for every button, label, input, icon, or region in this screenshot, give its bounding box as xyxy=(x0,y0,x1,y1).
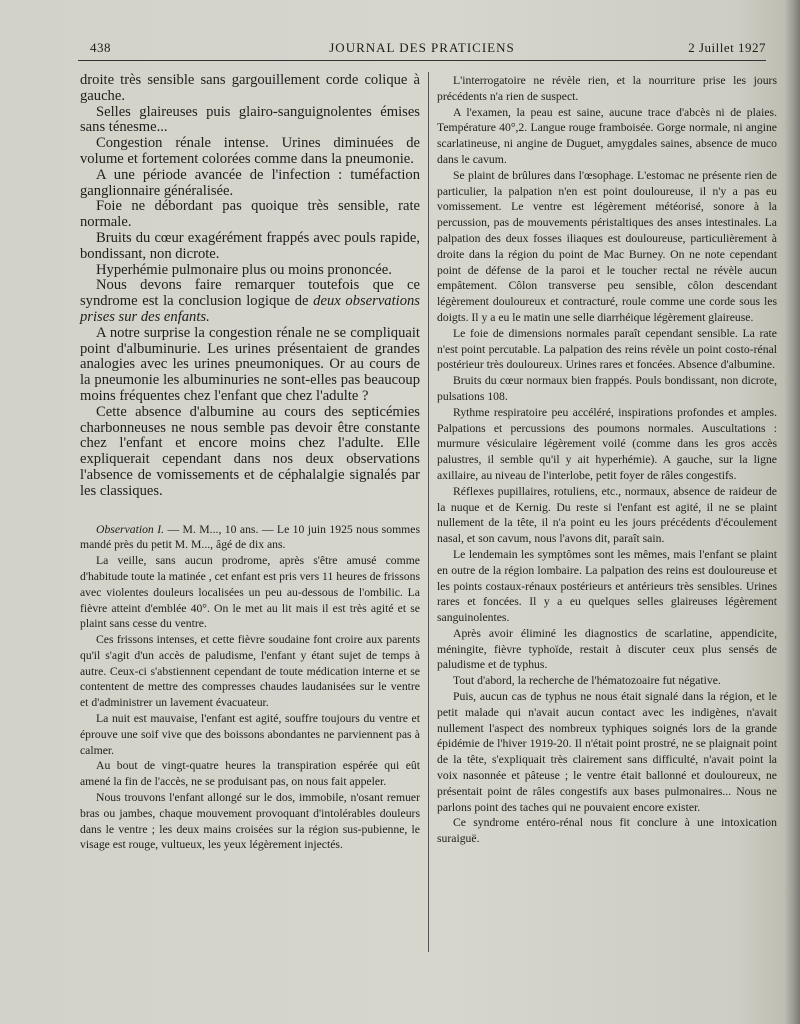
paragraph: Le foie de dimensions normales paraît cependant sensible. La rate n'est point percutable. La palpation des reins révèle un point costo-rénal postérieur très douloureux. Urines rares et foncées. Absence d'albumine. xyxy=(437,326,777,372)
observation-section xyxy=(80,522,420,854)
paragraph: Tout d'abord, la recherche de l'hématozoaire fut négative. xyxy=(453,674,721,688)
paragraph xyxy=(80,278,420,325)
running-head xyxy=(78,38,766,60)
observation-label: Observation I. xyxy=(96,522,165,536)
paragraph: Bruits du cœur exagérément frappés avec pouls rapide, bondissant, non dicrote. xyxy=(80,229,420,262)
paragraph: droite très sensible sans gargouillement corde colique à gauche. xyxy=(80,72,420,104)
paragraph: Nous trouvons l'enfant allongé sur le dos, immobile, n'osant remuer bras ou jambes, chaque mouvement provoquant d'intolérables douleurs dans le ventre ; les deux mains croisées sur la région sus-pubienne, le visage est rouge, vultueux, les yeux légèrement injectés. xyxy=(80,791,420,852)
column-divider xyxy=(428,72,429,952)
header-rule xyxy=(78,60,766,61)
page-number: 438 xyxy=(90,40,111,55)
paragraph: Réflexes pupillaires, rotuliens, etc., normaux, absence de raideur de la nuque et de Kernig. Du reste si l'enfant est agité, il ne se plaint nullement de la tête, il n'a point eu les jours précédents d'écoulement nasal, et son cavum, nous l'avons dit, paraît sain. xyxy=(437,484,777,546)
page-gutter-shadow xyxy=(784,0,800,1024)
issue-date: 2 Juillet 1927 xyxy=(688,40,766,55)
left-large-text xyxy=(80,73,420,500)
paragraph: A notre surprise la congestion rénale ne se compliquait point d'albuminurie. Les urines présentaient de grandes analogies avec les urines pneumoniques. Or au cours de la pneumonie les albuminuries ne sont-elles pas beaucoup moins fréquentes chez l'enfant que chez l'adulte ? xyxy=(80,324,420,404)
paragraph: Bruits du cœur normaux bien frappés. Pouls bondissant, non dicrote, pulsations 108. xyxy=(437,374,777,403)
paragraph: Au bout de vingt-quatre heures la transpiration espérée qui eût amené la fin de l'accès, ne se produisant pas, on nous fait appeler. xyxy=(80,759,420,789)
paragraph: A une période avancée de l'infection : tuméfaction ganglionnaire généralisée. xyxy=(80,166,420,199)
paragraph: La veille, sans aucun prodrome, après s'être amusé comme d'habitude toute la matinée , cet enfant est pris vers 11 heures de frissons avec violentes douleurs localisées un peu au-dessous de l'ombilic. La fièvre atteint d'emblée 40°. On le met au lit mais il est très agité et se plaint sans cesse du ventre. xyxy=(80,554,420,631)
paragraph: Foie ne débordant pas quoique très sensible, rate normale. xyxy=(80,198,420,231)
paragraph: Ce syndrome entéro-rénal nous fit conclure à une intoxication suraiguë. xyxy=(437,816,777,846)
observation-heading xyxy=(80,522,420,554)
paragraph: Cette absence d'albumine au cours des septicémies charbonneuses ne nous semble pas devoir être constante chez l'enfant et encore moins chez l'adulte. Elle expliquerait cependant dans nos deux observations l'absence de vomissements et de céphalalgie signalés par les classiques. xyxy=(80,403,420,499)
paragraph: Se plaint de brûlures dans l'œsophage. L'estomac ne présente rien de particulier, la palpation n'en est point douloureuse, il n'y a pas eu vomissement. Le ventre est légèrement météorisé, sonore à la percussion, pas de mouvements péristaltiques des anses intestinales. La palpation des deux fosses iliaques est douloureuse, particulièrement à droite dans la région du point de Mac Burney. On ne note cependant point de défense de la paroi et le toucher rectal ne révèle aucun empâtement. Côlon transverse peu sensible, côlon descendant légèrement douloureux et contracturé, roule comme une corde sous les doigts. Il y a eu le matin une selle diarrhéique légèrement glaireuse. xyxy=(437,168,777,324)
observation-intro: — M. M..., 10 ans. — Le 10 juin 1925 nous sommes mandé près du petit M. M..., âgé de dix ans. xyxy=(80,522,420,552)
italic-phrase: deux observations prises sur des enfants. xyxy=(80,293,420,325)
paragraph: Rythme respiratoire peu accéléré, inspirations profondes et amples. Palpations et percussions des poumons normales. Auscultations : murmure vésiculaire légèrement voilé (comme dans les gros accès palustres, il semble qu'il y ait hyperhémie). A gauche, sur la ligne axillaire, au niveau de l'interlobe, petit foyer de râles congestifs. xyxy=(437,405,777,482)
paragraph: L'interrogatoire ne révèle rien, et la nourriture prise les jours précédents n'a rien de suspect. xyxy=(437,74,777,103)
paragraph-text: Nous devons faire remarquer toutefois que ce syndrome est la conclusion logique de xyxy=(80,277,420,310)
paragraph: Hyperhémie pulmonaire plus ou moins prononcée. xyxy=(96,261,392,278)
paragraph: Puis, aucun cas de typhus ne nous était signalé dans la région, et le petit malade qui n'avait aucun contact avec les indigènes, n'avait nullement l'aspect des nombreux typhiques soignés lors de la grande épidémie de l'hiver 1919-20. Il n'était point prostré, ne se plaignait point de la tête, s'expliquait très clairement sans difficulté, n'avait point la voix nasonnée et pâteuse ; le ventre était ballonné et douloureux, ne présentait point de râles congestifs aux bases pulmonaires... Nous ne parlons point des taches qui ne pouvaient encore exister. xyxy=(437,690,777,814)
left-column xyxy=(80,73,420,853)
right-column xyxy=(437,73,777,847)
paragraph: La nuit est mauvaise, l'enfant est agité, souffre toujours du ventre et éprouve une soif vive que des boissons abondantes ne parviennent pas à calmer. xyxy=(80,712,420,757)
section-gap xyxy=(80,500,420,522)
paragraph: Selles glaireuses puis glairo-sanguignolentes émises sans ténesme... xyxy=(80,103,420,136)
paragraph: Le lendemain les symptômes sont les mêmes, mais l'enfant se plaint en outre de la région lombaire. La palpation des reins est douloureuse et les points costaux-rénaux postérieurs et antérieurs très sensibles. Urines rares et foncées. Il y a eu quelques selles glaireuses légèrement sanguinolentes. xyxy=(437,547,777,625)
paragraph: Congestion rénale intense. Urines diminuées de volume et fortement colorées comme dans la pneumonie. xyxy=(80,135,420,167)
paragraph: A l'examen, la peau est saine, aucune trace d'abcès ni de plaies. Température 40°,2. Langue rouge framboisée. Gorge normale, ni angine scarlatineuse, ni angine de Duguet, amygdales saines, absence de muco dans le cavum. xyxy=(437,105,777,166)
paragraph: Après avoir éliminé les diagnostics de scarlatine, appendicite, méningite, fièvre typhoïde, restait à discuter ceux plus sensés de paludisme et de typhus. xyxy=(437,626,777,672)
paragraph: Ces frissons intenses, et cette fièvre soudaine font croire aux parents qu'il s'agit d'un accès de paludisme, l'enfant y étant sujet de temps à autre. Ceux-ci s'abstiennent cependant de toute médication interne et se contentent de mettre des compresses chaudes laudanisées sur le ventre et d'administrer un lavement évacuateur. xyxy=(80,633,420,710)
journal-title: JOURNAL DES PRATICIENS xyxy=(329,40,515,55)
